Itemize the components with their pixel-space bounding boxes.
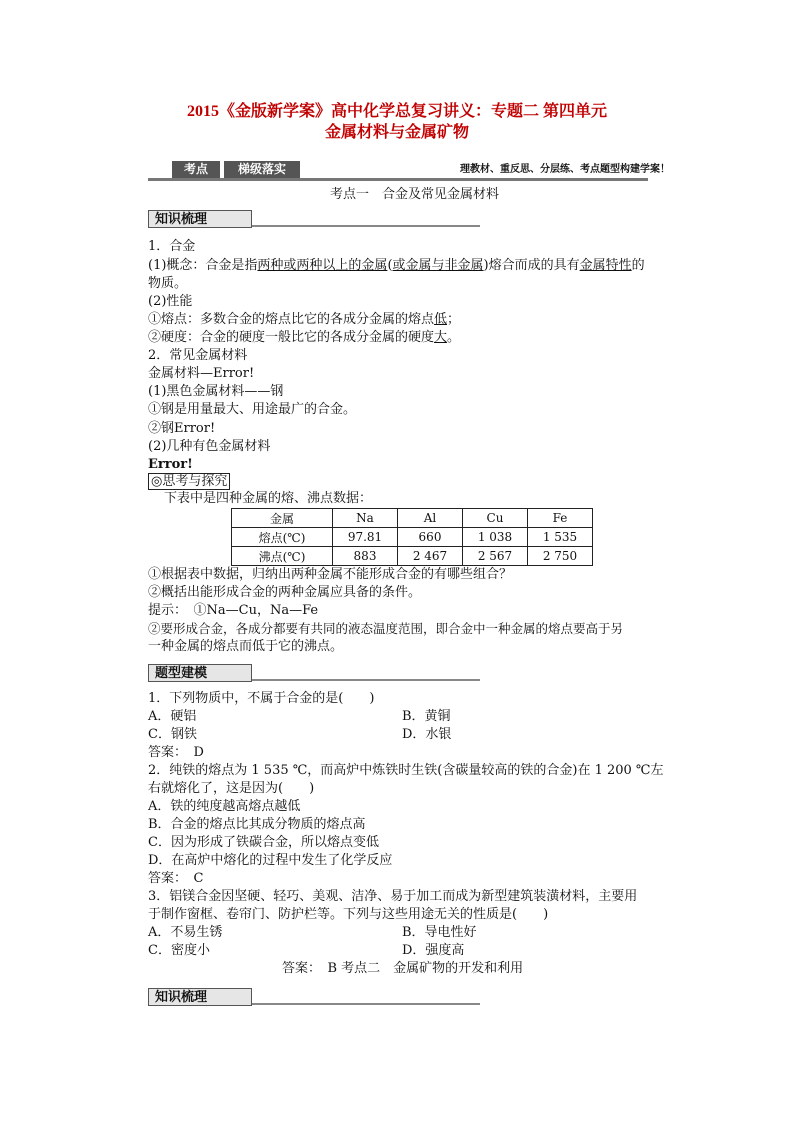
k-line6: ②硬度：合金的硬度一般比它的各成分金属的硬度大。 — [148, 330, 461, 345]
header-knowledge — [148, 210, 480, 230]
p3-option-a: A．不易生锈 — [148, 925, 223, 940]
header-knowledge-line — [252, 225, 480, 227]
table-header-row — [232, 509, 593, 528]
doc-title-line2: 金属材料与金属矿物 — [324, 124, 469, 141]
table-cell: 1 038 — [463, 528, 528, 547]
p3-answer: 答案： B 考点二 金属矿物的开发和利用 — [282, 961, 524, 976]
k-line10: ①钢是用量最大、用途最广的合金。 — [148, 402, 357, 417]
q-answer2b: 一种金属的熔点而低于它的沸点。 — [148, 639, 344, 654]
table-header-cell: Al — [398, 509, 463, 528]
table-header-cell: Na — [333, 509, 398, 528]
p2-question-line2: 右就熔化了，这是因为( ) — [148, 781, 315, 796]
p1-option-a: A．硬铝 — [148, 709, 197, 724]
melting-point-table — [231, 508, 593, 566]
table-header-cell: 金属 — [232, 509, 333, 528]
q-line2: ②概括出能形成合金的两种金属应具备的条件。 — [148, 585, 422, 600]
table-header-cell: Cu — [463, 509, 528, 528]
k-line12: (2)几种有色金属材料 — [148, 439, 271, 454]
k-line7: 2．常见金属材料 — [148, 348, 248, 363]
p1-option-d: D．水银 — [402, 727, 452, 742]
k-line11: ②钢Error! — [148, 421, 216, 436]
doc-title-line1: 2015《金版新学案》高中化学总复习讲义：专题二 第四单元 — [186, 103, 607, 120]
badge-kaodian: 考点 — [172, 161, 220, 178]
p1-question: 1．下列物质中，不属于合金的是( ) — [148, 691, 375, 706]
k-line5: ①熔点：多数合金的熔点比它的各成分金属的熔点低； — [148, 312, 461, 327]
p2-answer: 答案： C — [148, 871, 204, 886]
section1-title: 考点一 合金及常见金属材料 — [330, 187, 500, 202]
p1-option-b: B．黄铜 — [402, 709, 451, 724]
table-cell: 883 — [333, 547, 398, 566]
header-knowledge-label: 知识梳理 — [148, 210, 252, 228]
banner-slogan: 理教材、重反思、分层练、考点题型构建学案！ — [460, 164, 670, 175]
table-cell: 沸点(℃) — [232, 547, 333, 566]
header-knowledge2 — [148, 988, 480, 1008]
p2-option-c: C．因为形成了铁碳合金，所以熔点变低 — [148, 835, 379, 850]
k-line2: (1)概念：合金是指两种或两种以上的金属(或金属与非金属)熔合而成的具有金属特性的 — [148, 258, 645, 273]
k-line14: ◎思考与探究 — [148, 473, 230, 490]
header-knowledge2-line — [252, 1003, 480, 1005]
badge-tiji: 梯级落实 — [224, 161, 300, 178]
q-line1: ①根据表中数据，归纳出两种金属不能形成合金的有哪些组合？ — [148, 567, 513, 582]
table-header-cell: Fe — [528, 509, 593, 528]
table-cell: 熔点(℃) — [232, 528, 333, 547]
table-cell: 2 750 — [528, 547, 593, 566]
table-cell: 660 — [398, 528, 463, 547]
k-line9: (1)黑色金属材料——钢 — [148, 384, 284, 399]
table-row — [232, 547, 593, 566]
p3-option-c: C．密度小 — [148, 943, 210, 958]
k-line3: 物质。 — [148, 276, 188, 291]
header-model — [148, 664, 480, 684]
table-row — [232, 528, 593, 547]
k-line13: Error! — [148, 457, 193, 472]
k-line8: 金属材料—Error! — [148, 366, 255, 381]
p3-question-line1: 3．铝镁合金因坚硬、轻巧、美观、洁净、易于加工而成为新型建筑装潢材料，主要用 — [148, 889, 638, 904]
p3-option-b: B．导电性好 — [402, 925, 477, 940]
q-hint: 提示： ①Na—Cu，Na—Fe — [148, 603, 319, 618]
table-cell: 2 567 — [463, 547, 528, 566]
table-cell: 2 467 — [398, 547, 463, 566]
p1-answer: 答案： D — [148, 745, 204, 760]
p2-option-b: B．合金的熔点比其成分物质的熔点高 — [148, 817, 366, 832]
header-model-line — [252, 679, 480, 681]
banner-divider — [148, 178, 648, 181]
k-line4: (2)性能 — [148, 294, 193, 309]
p2-option-a: A．铁的纯度越高熔点越低 — [148, 799, 301, 814]
p2-question-line1: 2．纯铁的熔点为 1 535 ℃，而高炉中炼铁时生铁(含碳量较高的铁的合金)在 1 200 ℃左 — [148, 763, 664, 778]
p3-question-line2: 于制作窗框、卷帘门、防护栏等。下列与这些用途无关的性质是( ) — [148, 907, 549, 922]
table-cell: 97.81 — [333, 528, 398, 547]
header-knowledge2-label: 知识梳理 — [148, 988, 252, 1006]
p2-option-d: D．在高炉中熔化的过程中发生了化学反应 — [148, 853, 393, 868]
p3-option-d: D．强度高 — [402, 943, 465, 958]
q-answer2: ②要形成合金，各成分都要有共同的液态温度范围，即合金中一种金属的熔点要高于另 — [148, 621, 624, 636]
k-line1: 1．合金 — [148, 239, 196, 254]
k-line15: 下表中是四种金属的熔、沸点数据： — [164, 491, 373, 506]
table-cell: 1 535 — [528, 528, 593, 547]
p1-option-c: C．钢铁 — [148, 727, 197, 742]
header-model-label: 题型建模 — [148, 664, 252, 682]
